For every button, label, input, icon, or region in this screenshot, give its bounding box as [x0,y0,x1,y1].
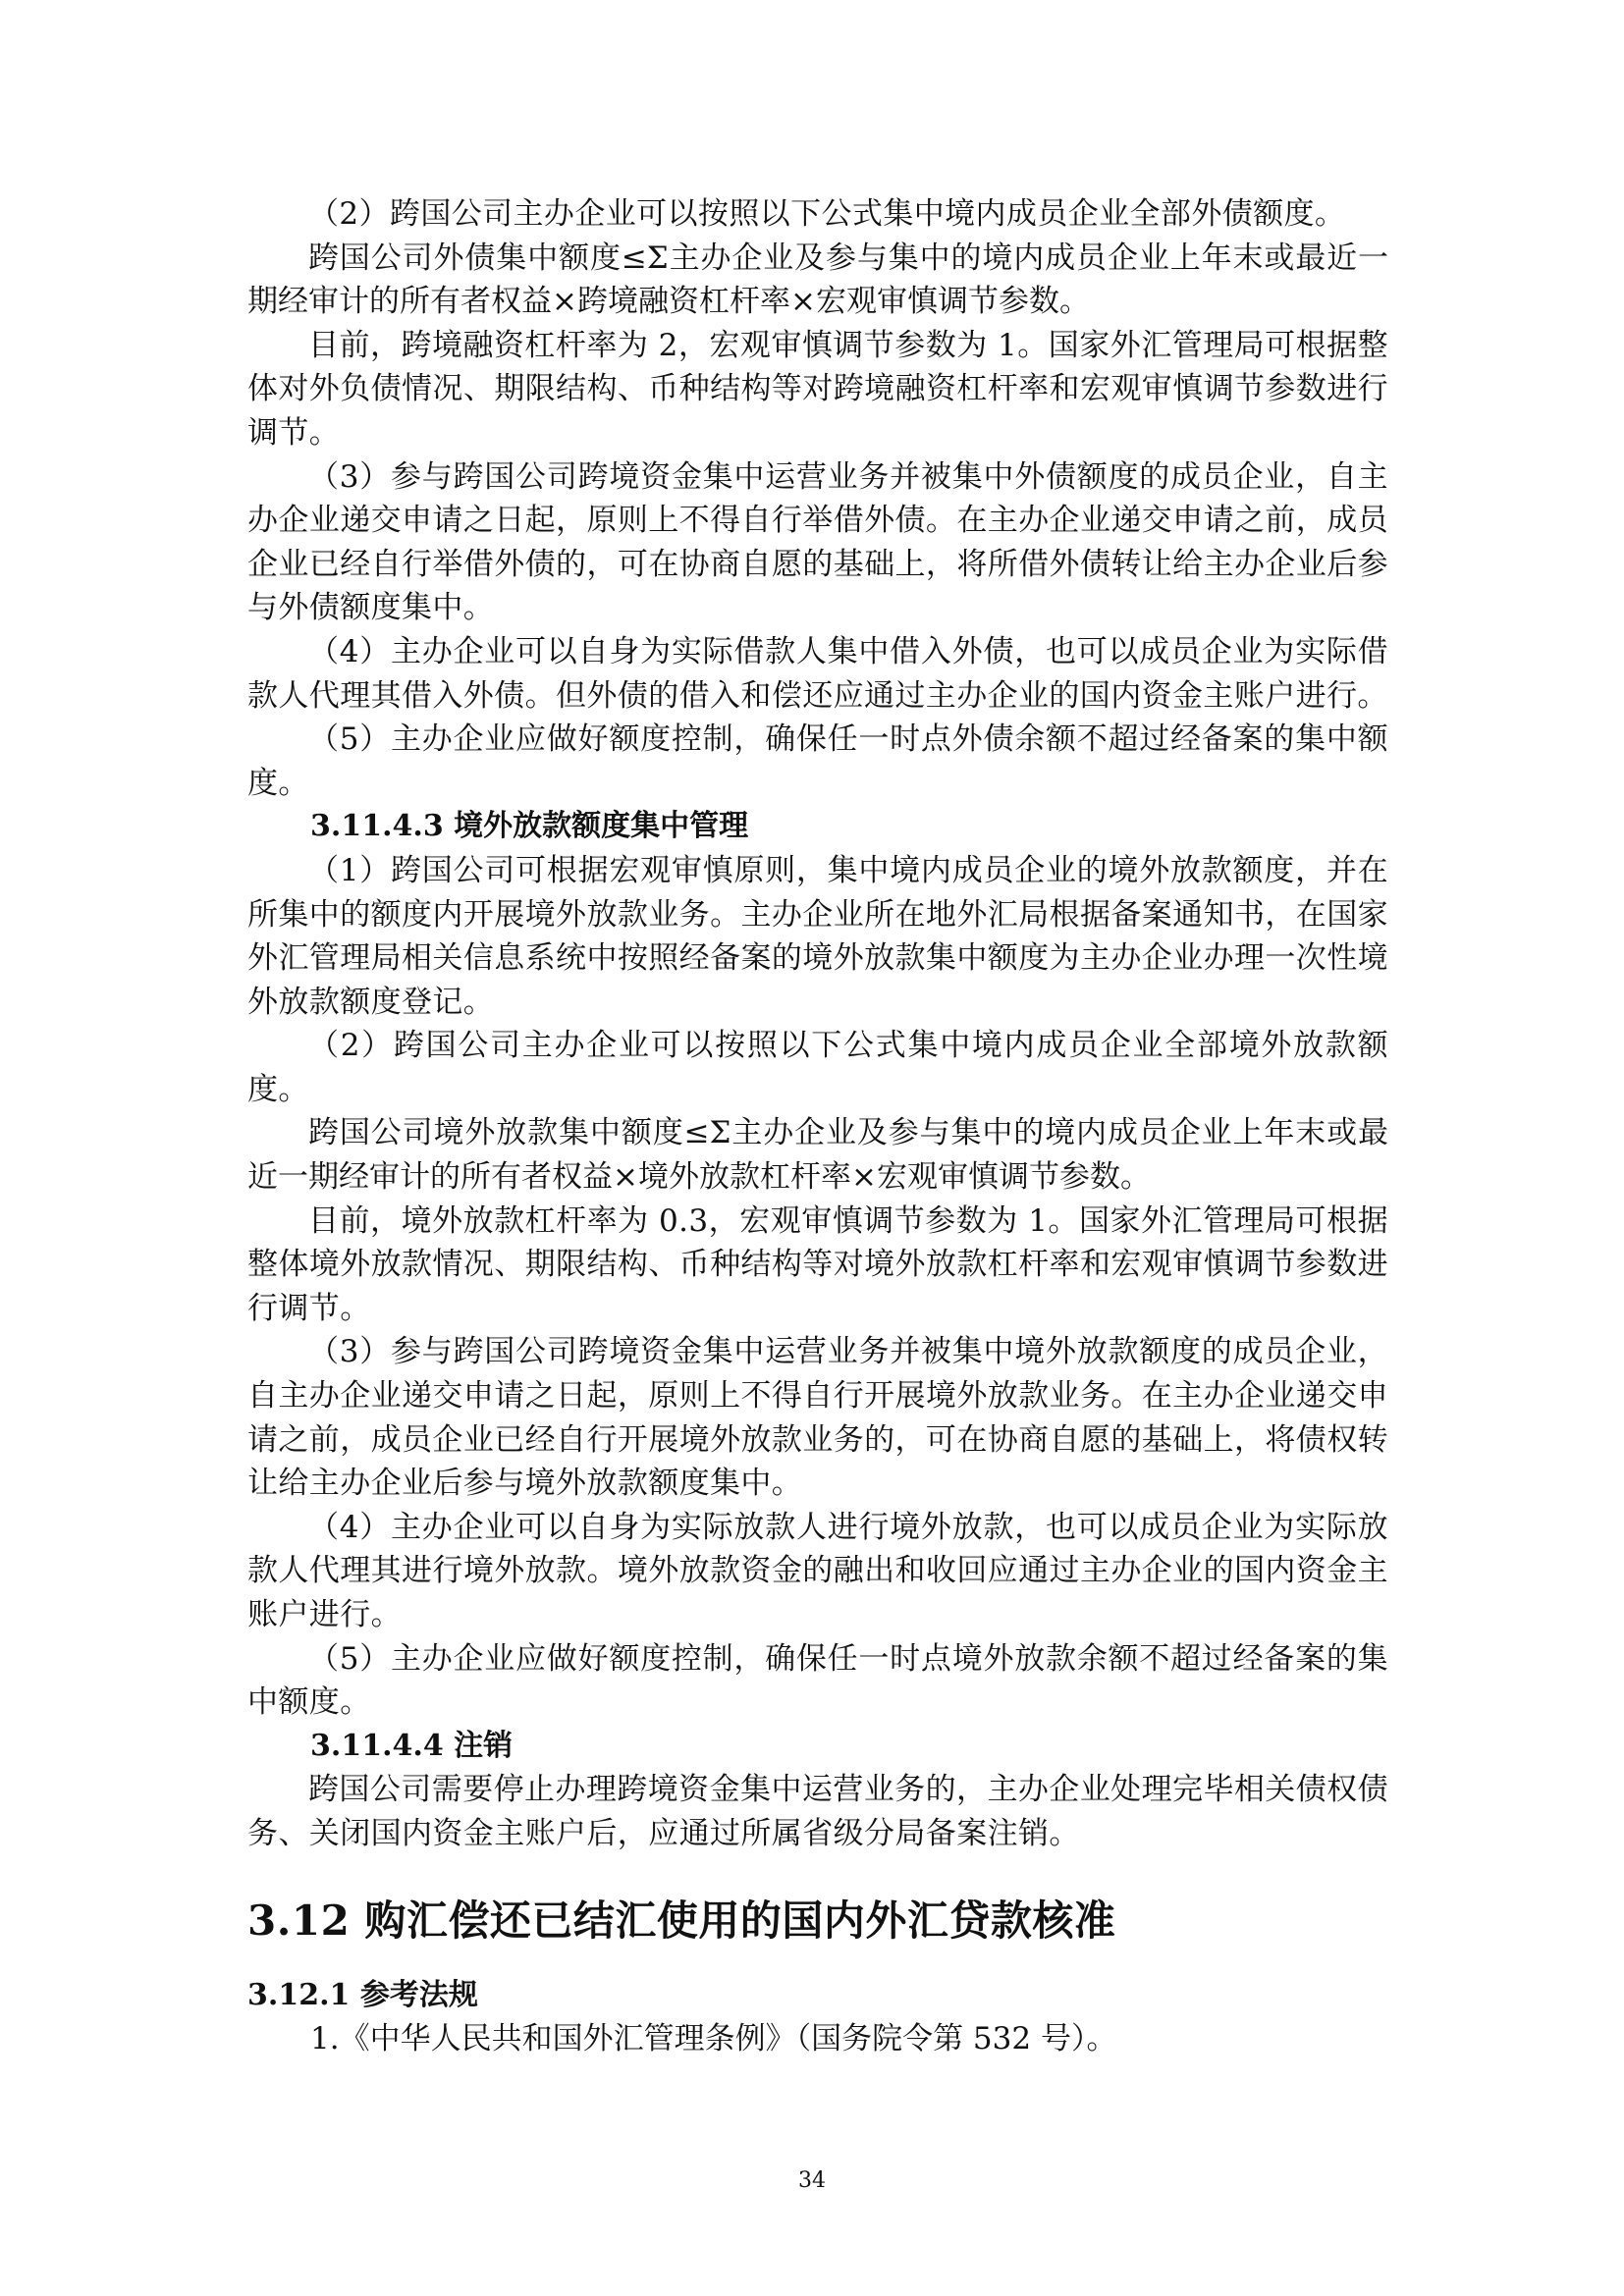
page-content [247,192,1388,2061]
paragraph-lending-quota: （1）跨国公司可根据宏观审慎原则，集中境内成员企业的境外放款额度，并在所集中的额度内开展境外放款业务。主办企业所在地外汇局根据备案通知书，在国家外汇管理局相关信息系统中按照经备案的境外放款集中额度为主办企业办理一次性境外放款额度登记。 [247,852,1388,1020]
page-number: 34 [798,2168,826,2193]
section-title-3-12: 3.12 购汇偿还已结汇使用的国内外汇贷款核准 [247,1896,1116,1945]
paragraph-member-debt: （3）参与跨国公司跨境资金集中运营业务并被集中外债额度的成员企业，自主办企业递交申请之日起，原则上不得自行举借外债。在主办企业递交申请之前，成员企业已经自行举借外债的，可在协商自愿的基础上，将所借外债转让给主办企业后参与外债额度集中。 [247,458,1388,626]
paragraph-quota-control: （5）主办企业应做好额度控制，确保任一时点外债余额不超过经备案的集中额度。 [247,721,1388,801]
paragraph-lending-control: （5）主办企业应做好额度控制，确保任一时点境外放款余额不超过经备案的集中额度。 [247,1640,1388,1721]
paragraph-lender: （4）主办企业可以自身为实际放款人进行境外放款，也可以成员企业为实际放款人代理其进行境外放款。境外放款资金的融出和收回应通过主办企业的国内资金主账户进行。 [247,1509,1388,1632]
heading-3-12-1: 3.12.1 参考法规 [247,1977,478,2012]
paragraph-debt-formula: 跨国公司外债集中额度≤Σ主办企业及参与集中的境内成员企业上年末或最近一期经审计的所有者权益×跨境融资杠杆率×宏观审慎调节参数。 [247,240,1388,320]
paragraph-lending-formula-intro: （2）跨国公司主办企业可以按照以下公式集中境内成员企业全部境外放款额度。 [247,1028,1388,1107]
heading-3-11-4-4: 3.11.4.4 注销 [310,1728,514,1763]
paragraph-member-lending: （3）参与跨国公司跨境资金集中运营业务并被集中境外放款额度的成员企业，自主办企业递交申请之日起，原则上不得自行开展境外放款业务。在主办企业递交申请之前，成员企业已经自行开展境外放款业务的，可在协商自愿的基础上，将债权转让给主办企业后参与境外放款额度集中。 [247,1334,1388,1502]
paragraph-formula-intro: （2）跨国公司主办企业可以按照以下公式集中境内成员企业全部外债额度。 [308,196,1346,232]
reference-item: 1.《中华人民共和国外汇管理条例》（国务院令第 532 号）。 [310,2021,1117,2057]
paragraph-lending-leverage: 目前，境外放款杠杆率为 0.3，宏观审慎调节参数为 1。国家外汇管理局可根据整体境外放款情况、期限结构、币种结构等对境外放款杠杆率和宏观审慎调节参数进行调节。 [247,1202,1388,1326]
paragraph-lending-formula: 跨国公司境外放款集中额度≤Σ主办企业及参与集中的境内成员企业上年末或最近一期经审计的所有者权益×境外放款杠杆率×宏观审慎调节参数。 [247,1115,1388,1196]
paragraph-leverage-ratio: 目前，跨境融资杠杆率为 2，宏观审慎调节参数为 1。国家外汇管理局可根据整体对外负债情况、期限结构、币种结构等对跨境融资杠杆率和宏观审慎调节参数进行调节。 [247,327,1388,451]
heading-3-11-4-3: 3.11.4.3 境外放款额度集中管理 [310,809,749,844]
paragraph-cancellation: 跨国公司需要停止办理跨境资金集中运营业务的，主办企业处理完毕相关债权债务、关闭国内资金主账户后，应通过所属省级分局备案注销。 [247,1772,1388,1851]
paragraph-borrowing: （4）主办企业可以自身为实际借款人集中借入外债，也可以成员企业为实际借款人代理其借入外债。但外债的借入和偿还应通过主办企业的国内资金主账户进行。 [247,633,1388,714]
